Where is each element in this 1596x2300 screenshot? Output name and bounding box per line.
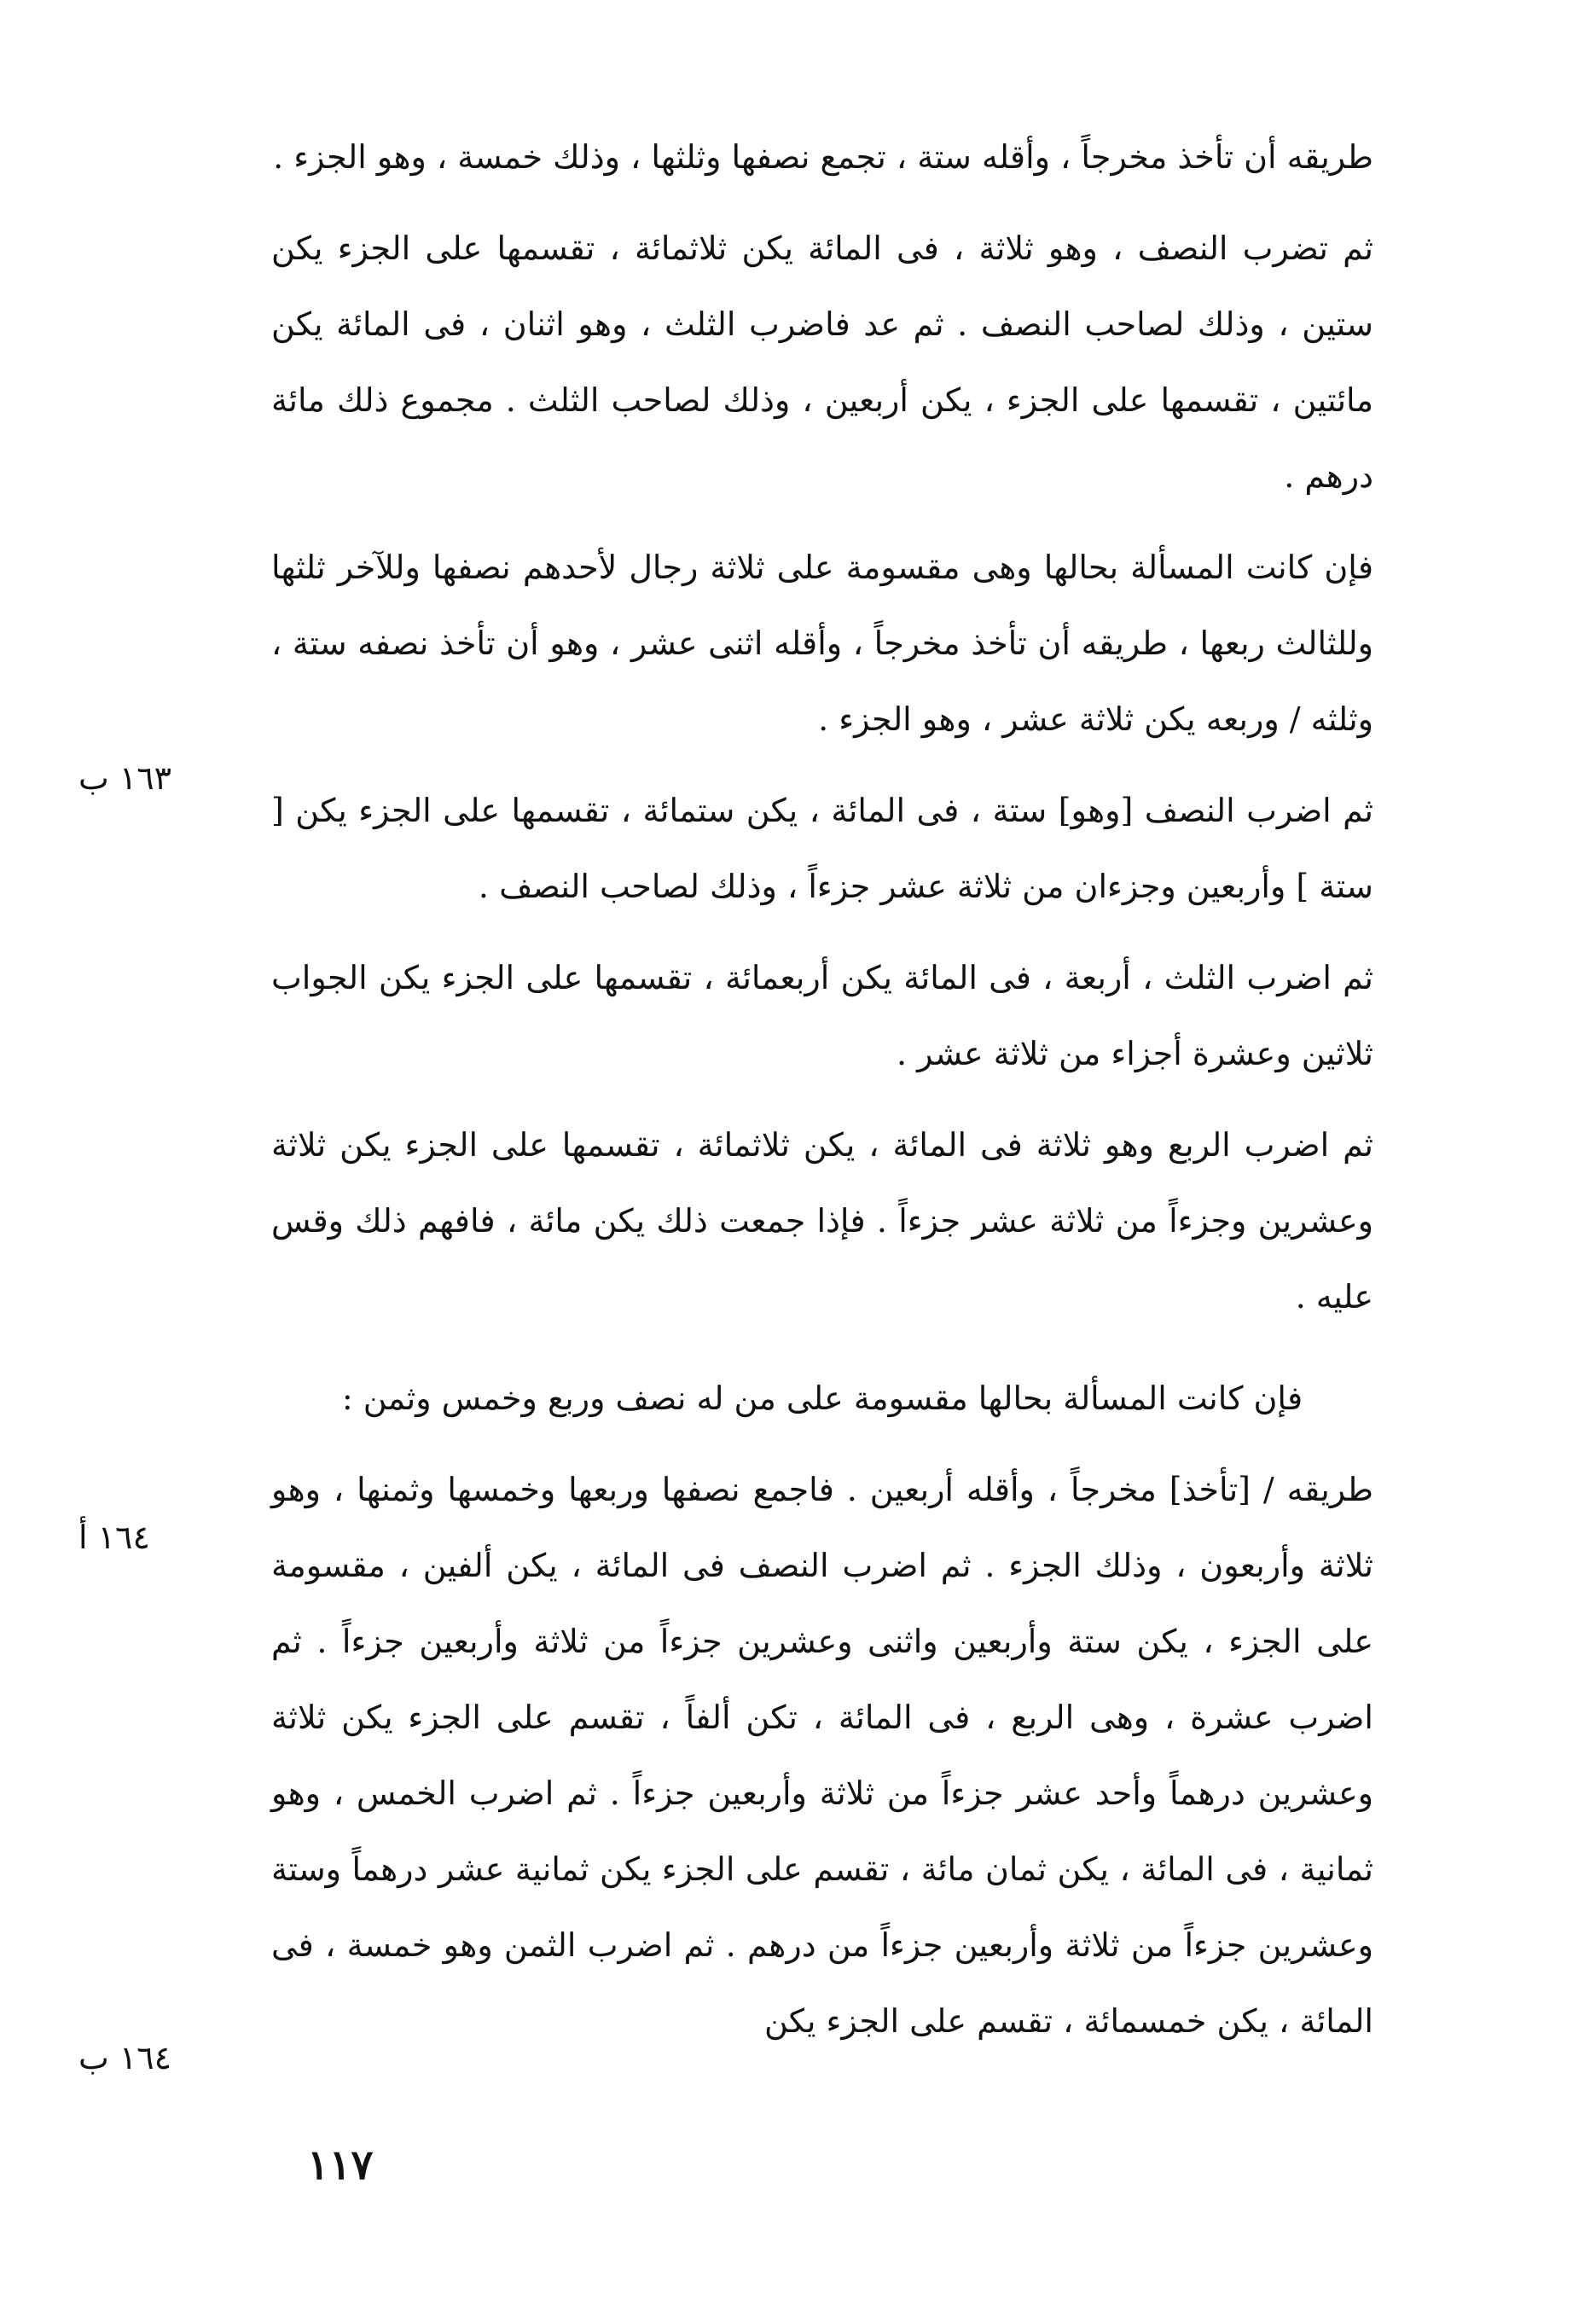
main-text-column [271,119,1373,2075]
paragraph: ثم تضرب النصف ، وهو ثلاثة ، فى المائة يكن ثلاثمائة ، تقسمها على الجزء يكن ستين ، وذلك لصاحب النصف . ثم عد فاضرب الثلث ، وهو اثنان ، فى المائة يكن مائتين ، تقسمها على الجزء ، يكن أربعين ، وذلك لصاحب الثلث . مجموع ذلك مائة درهم . [271,229,1373,495]
margin-folio-note: ١٦٣ ب [78,759,172,797]
paragraph: فإن كانت المسألة بحالها وهى مقسومة على ثلاثة رجال لأحدهم نصفها وللآخر ثلثها وللثالث ربعها ، طريقه أن تأخذ مخرجاً ، وأقله اثنى عشر ، وهو أن تأخذ نصفه ستة ، وثلثه / وربعه يكن ثلاثة عشر ، وهو الجزء . [271,549,1373,738]
paragraph: طريقه أن تأخذ مخرجاً ، وأقله ستة ، تجمع نصفها وثلثها ، وذلك خمسة ، وهو الجزء . [273,138,1373,176]
paragraph: طريقه / [تأخذ] مخرجاً ، وأقله أربعين . فاجمع نصفها وربعها وخمسها وثمنها ، وهو ثلاثة وأربعون ، وذلك الجزء . ثم اضرب النصف فى المائة ، يكن ألفين ، مقسومة على الجزء ، يكن ستة وأربعين واثنى وعشرين جزءاً من ثلاثة وأربعين جزءاً . ثم اضرب عشرة ، وهى الربع ، فى المائة ، تكن ألفاً ، تقسم على الجزء يكن ثلاثة وعشرين درهماً وأحد عشر جزءاً من ثلاثة وأربعين جزءاً . ثم اضرب الخمس ، وهو ثمانية ، فى المائة ، يكن ثمان مائة ، تقسم على الجزء يكن ثمانية عشر درهماً وستة وعشرين جزءاً من ثلاثة وأربعين جزءاً من درهم . ثم اضرب الثمن وهو خمسة ، فى المائة ، يكن خمسمائة ، تقسم على الجزء يكن [271,1471,1373,2040]
paragraph: ثم اضرب الثلث ، أربعة ، فى المائة يكن أربعمائة ، تقسمها على الجزء يكن الجواب ثلاثين وعشرة أجزاء من ثلاثة عشر . [271,959,1373,1072]
margin-folio-note: ١٦٤ ب [78,2039,172,2076]
paragraph: ثم اضرب النصف [وهو] ستة ، فى المائة ، يكن ستمائة ، تقسمها على الجزء يكن [ ستة ] وأربعين وجزءان من ثلاثة عشر جزءاً ، وذلك لصاحب النصف . [271,792,1373,905]
page-number: ١١٧ [307,2141,374,2189]
paragraph: فإن كانت المسألة بحالها مقسومة على من له نصف وربع وخمس وثمن : [341,1379,1303,1417]
margin-folio-note: ١٦٤ أ [78,1519,150,1556]
paragraph: ثم اضرب الربع وهو ثلاثة فى المائة ، يكن ثلاثمائة ، تقسمها على الجزء يكن ثلاثة وعشرين وجزءاً من ثلاثة عشر جزءاً . فإذا جمعت ذلك يكن مائة ، فافهم ذلك وقس عليه . [271,1126,1373,1316]
